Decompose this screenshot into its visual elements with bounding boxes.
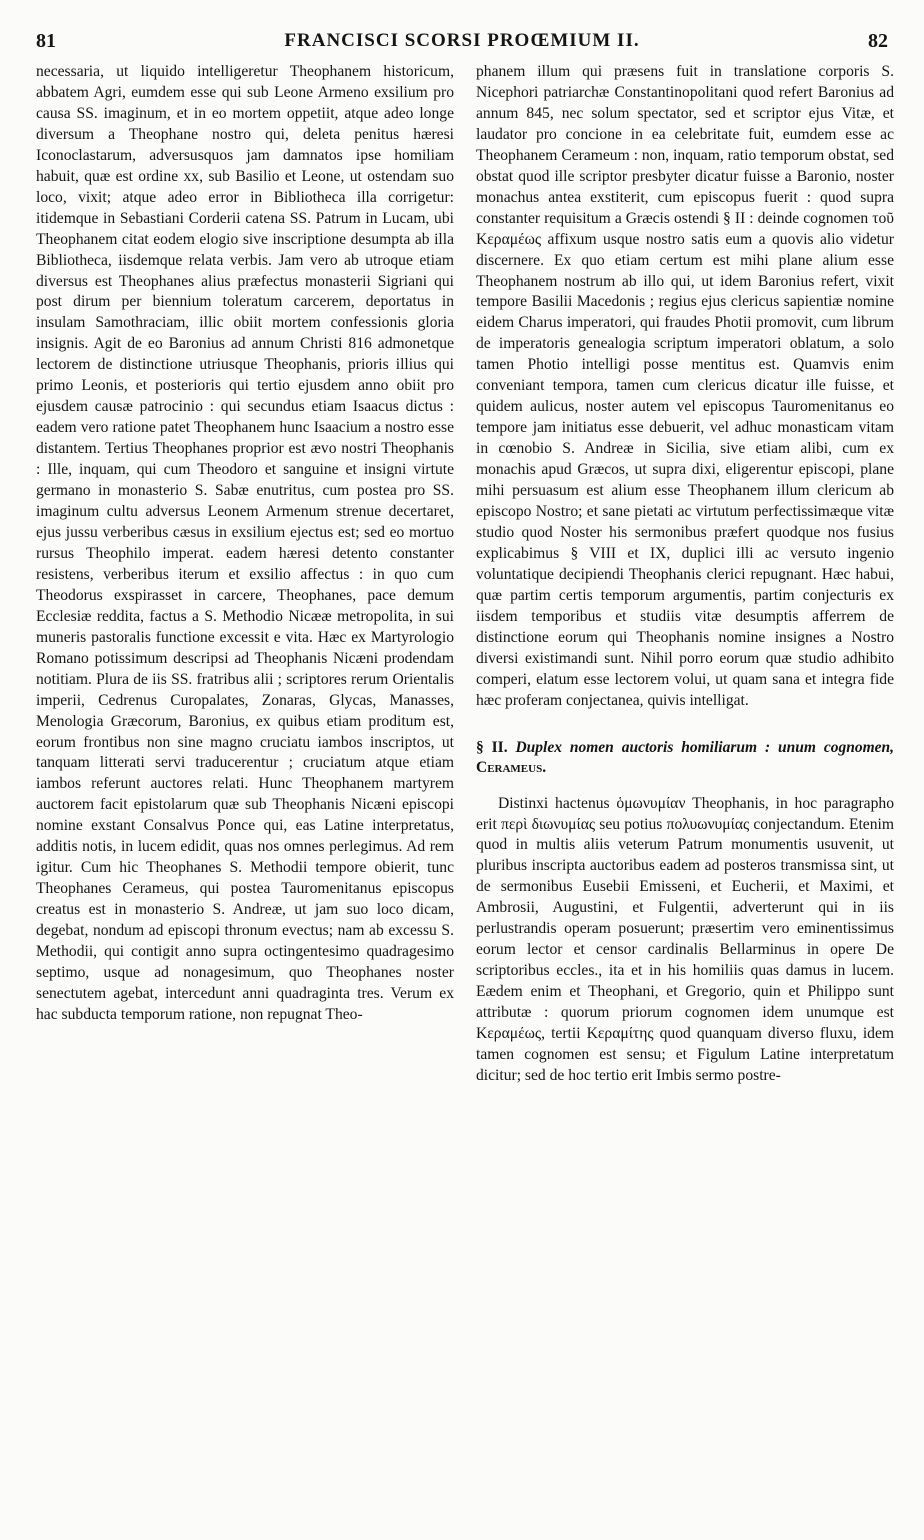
page-header xyxy=(30,30,894,56)
section-mark: § II. xyxy=(476,738,508,756)
section-title: Duplex nomen auctoris homiliarum : unum cognomen, xyxy=(515,738,894,756)
left-column-text: necessaria, ut liquido intelligeretur Theophanem historicum, abbatem Agri, eumdem esse qui sub Leone Armeno exsilium pro causa SS. imaginum, et in eo mortem oppetiit, atque adeo longe diversum a Theophane nostro qui, deleta penitus hæresi Iconoclastarum, adversusquos jam damnatos ipse homiliam habuit, quæ est ordine xx, sub Basilio et Leone, ut ostendam suo loco, vixit; atque adeo error in Bibliotheca illa corrigetur: itidemque in Sebastiani Corderii catena SS. Patrum in Lucam, ubi Theophanem citat eodem elogio sive inscriptione desumpta ab illa Bibliotheca, iisdemque relata verbis. Jam vero ab utroque etiam diversus est Theophanes alius præfectus monasterii Sigriani qui post dirum per biennium toleratum carcerem, deportatus in insulam Samothraciam, illic obiit mortem confessionis gloria insignis. Agit de eo Baronius ad annum Christi 816 admonetque lectorem de distinctione utriusque Theophanis, prioris illius qui primo Leonis, et posterioris qui tertio ejusdem anno obiit pro ejusdem causæ patrocinio : qui secundus etiam Isaacus dictus : eadem vero ratione patet Theophanem hunc Isaacium a nostro esse distantem. Tertius Theophanes proprior est ævo nostri Theophanis : Ille, inquam, qui cum Theodoro et sanguine et insigni virtute germano in monasterio S. Sabæ enutritus, cum postea pro SS. imaginum cultu adversus Leonem Armenum strenue decertaret, ejus jussu verberibus cæsus in exsilium ejectus est; sed eo mortuo rursus Theophilo imperat. eadem hæresi detento constanter resistens, verberibus iterum et exsilio affectus : in quo cum Theodorus exspirasset in carcere, Theophanes, pace demum Ecclesiæ reddita, factus a S. Methodio Nicææ metropolita, in sui muneris pastoralis functione excessit e vita. Hæc ex Martyrologio Romano potissimum descripsi ad Theophanis Nicæni prodendam notitiam. Plura de iis SS. fratribus alii ; scriptores rerum Orientalis imperii, Cedrenus Curopalates, Zonaras, Glycas, Manasses, Menologia Græcorum, Baronius, ex quibus etiam proditum est, eorum frontibus non sine magno cruciatu iambos inscriptos, ut tanquam litterati servi traducerentur ; cruciatum atque etiam iambos referunt auctores relati. Hunc Theophanem martyrem auctorem facit epistolarum quæ sub Theophanis Nicæni episcopi nomine exstant Consalvus Ponce qui, eas Latine interpretatus, additis notis, in lucem edidit, quas nos omnes perlegimus. Ad rem igitur. Cum hic Theophanes S. Methodii tempore obierit, tunc Theophanes Cerameus, qui postea Tauromenitanus episcopus creatus est in monasterio S. Andreæ, ut jam suo loco dicam, degebat, nondum ad episcopi thronum evectus; nam ab excessu S. Methodii, qui contigit anno supra octingentesimo quadragesimo septimo, usque ad nonagesimum, quo Theophanes noster senectutem agebat, intercedunt anni quadraginta tres. Verum ex hac subducta temporum ratione, non repugnat Theo- xyxy=(36,63,454,1023)
section-heading xyxy=(476,738,894,778)
left-column xyxy=(36,62,454,1026)
right-column-paragraph-1: phanem illum qui præsens fuit in translatione corporis S. Nicephori patriarchæ Constantinopolitani quod refert Baronius ad annum 845, nec solum spectator, sed et scriptor ejus Vitæ, et laudator pro concione in ea celebritate fuit, eumdem esse ac Theophanem Cerameum : non, inquam, ratio temporum obstat, sed obstat quod ille scriptor presbyter dicatur fuisse a Baronio, noster monachus antea exstiterit, cum episcopus fuerit : quod supra constanter requisitum a Græcis ostendi § II : deinde cognomen τοῦ Κεραμέως affixum usque nostro satis eum a quovis alio videtur discernere. Ex quo etiam certum est mihi plane alium esse Theophanem nostrum ab illo qui, ut idem Baronius refert, vixit tempore Basilii Macedonis ; regius ejus clericus sapientiæ nomine eidem Charus imperatori, qui fraudes Photii promovit, cum librum de imperatoris genealogia scriptum imperatori oblatum, a solo tamen Photio intelligi posse mentitus est. Quamvis enim conveniant tempora, tamen cum clericus dicatur ille fuisse, et quidem aulicus, noster autem vel episcopus Tauromenitanus eo tempore jam initiatus esse debuerit, vel adhuc monasticam vitam in cœnobio S. Andreæ in Sicilia, sive etiam alibi, cum ex monachis apud Græcos, ut supra dixi, eligerentur episcopi, plane mihi persuasum est alium esse Theophanem illum clericum ab episcopo Nostro; et sane pietati ac virtutum perfectissimæque vitæ studio quod Noster his sermonibus præfert quodque nos fusius explicabimus § VIII et IX, duplici illi ac versuto ingenio voluntatique decipiendi Theophanis clerici repugnant. Hæc habui, quæ partim certis temporum argumentis, partim conjecturis ex iisdem temporibus et studiis vitæ desumptis afferrem de distinctione eorum qui Theophanis nomine insignes a Nostro diversi existimandi sunt. Nihil porro eorum quæ studio adhibito comperi, elatum esse lectorem volui, ut quam sana et integra fide hæc proferam conjectanea, quivis intelligat. xyxy=(476,63,894,709)
right-column xyxy=(476,62,894,1087)
page-number-left: 81 xyxy=(36,30,56,52)
right-column-paragraph-2: Distinxi hactenus ὁμωνυμίαν Theophanis, in hoc paragrapho erit περὶ διωνυμίας seu potius πολυωνυμίας conjectandum. Etenim quod in multis aliis veterum Patrum monumentis usuvenit, ut pluribus inscripta auctoribus eadem ad posteros transmissa sint, ut de sermonibus Eusebii Emisseni, et Eucherii, et Maximi, et Ambrosii, Augustini, et Fulgentii, adverterunt qui in iis perlustrandis operam posuerunt; præsertim vero eminentissimus eorum lector et censor cardinalis Bellarminus in opere De scriptoribus eccles., ita et in his homiliis quas damus in lucem. Eædem enim et Theophani, et Gregorio, quin et Philippo sunt attributæ : quorum priorum cognomen idem unumque est Κεραμέως, tertii Κεραμίτης quod quanquam diverso fluxu, idem tamen cognomen est sensu; et Figulum Latine interpretatum dicitur; sed de hoc tertio erit Imbis sermo postre- xyxy=(476,794,894,1084)
running-title: FRANCISCI SCORSI PROŒMIUM II. xyxy=(284,30,640,51)
page-number-right: 82 xyxy=(868,30,888,52)
section-name: Cerameus. xyxy=(476,758,547,776)
